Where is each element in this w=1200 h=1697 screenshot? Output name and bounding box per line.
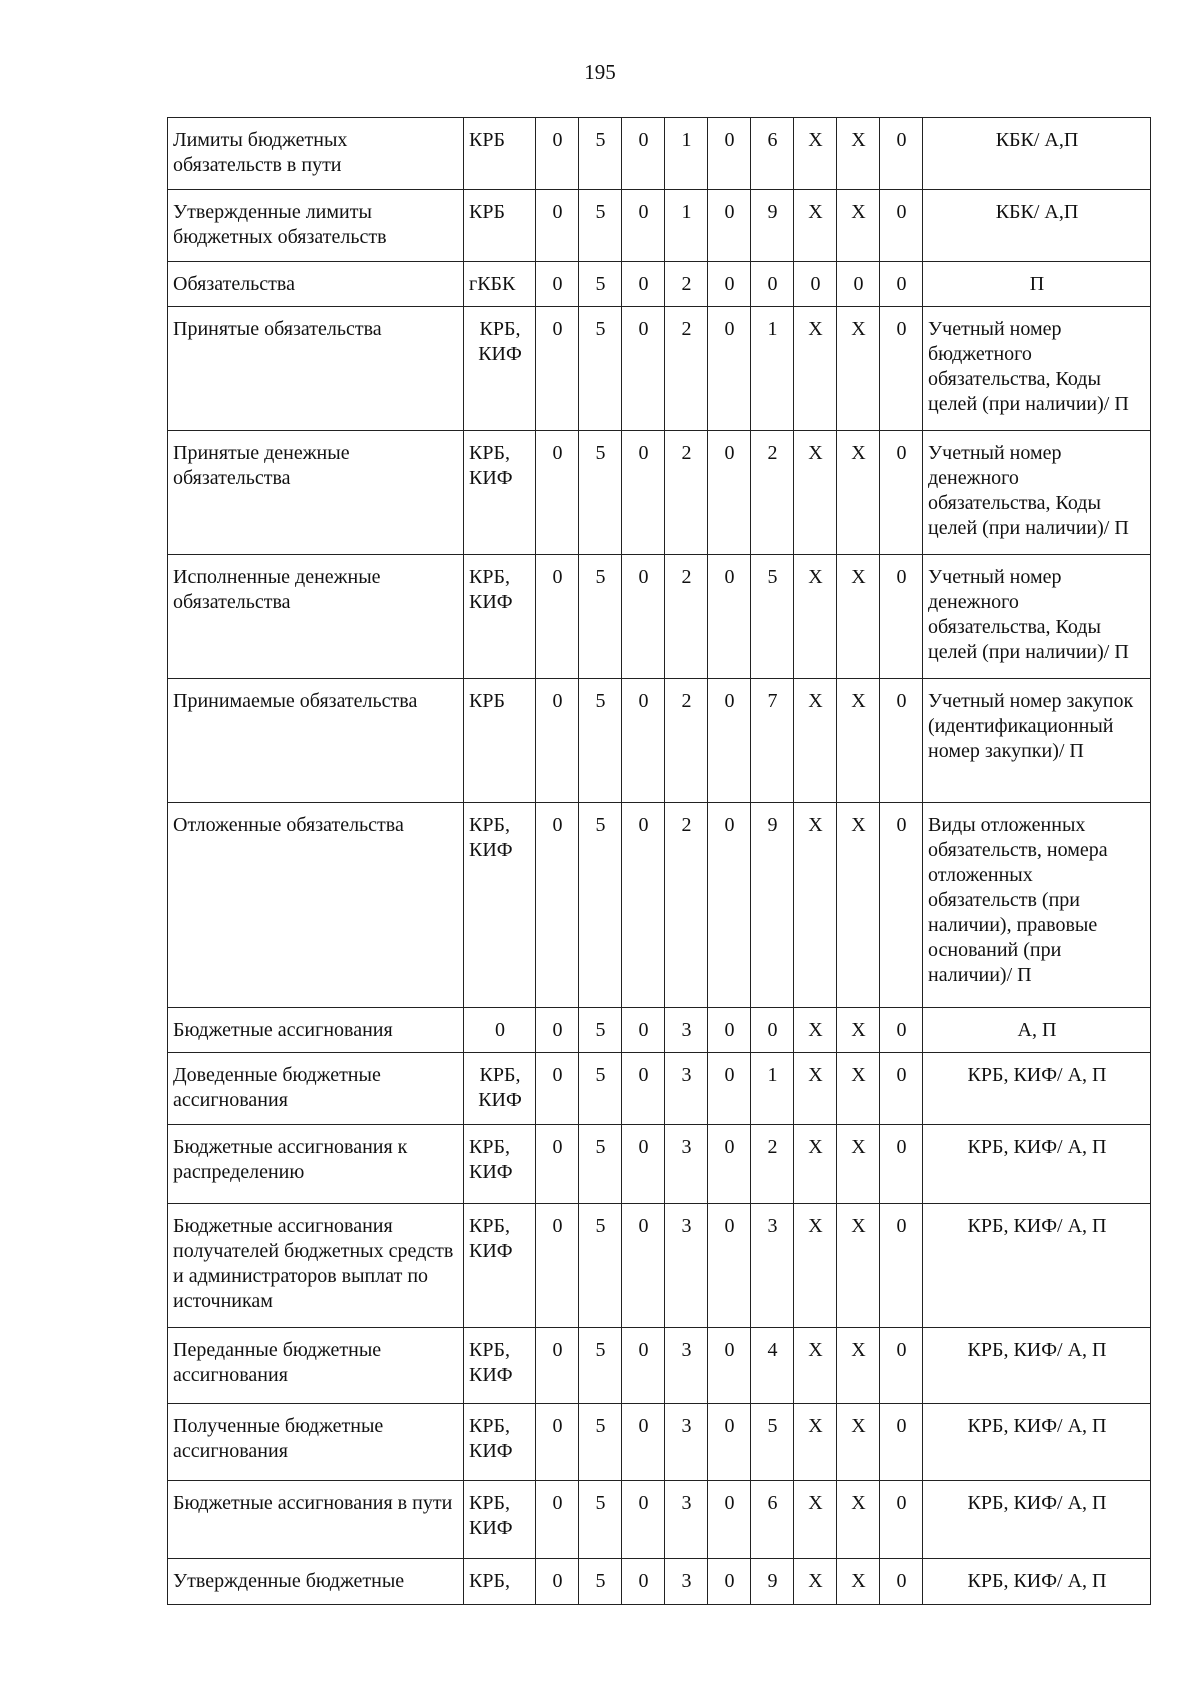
account-digit-2: 5 [579,1204,622,1328]
account-digit-1: 0 [536,307,579,431]
account-digit-9: 0 [880,1204,923,1328]
account-digit-5: 0 [708,262,751,307]
account-digit-9: 0 [880,1328,923,1404]
account-digit-6: 7 [751,679,794,803]
account-digit-2: 5 [579,1008,622,1053]
account-digit-1: 0 [536,1053,579,1125]
table-row [168,431,1151,555]
account-digit-1: 0 [536,1204,579,1328]
account-digit-1: 0 [536,555,579,679]
account-digit-3: 0 [622,679,665,803]
account-digit-6: 2 [751,431,794,555]
account-digit-7: X [794,118,837,190]
account-digit-5: 0 [708,307,751,431]
account-digit-2: 5 [579,118,622,190]
account-digit-1: 0 [536,431,579,555]
account-digit-8: X [837,1404,880,1481]
budget-code: КРБ, КИФ [464,1125,536,1204]
account-digit-2: 5 [579,190,622,262]
account-digit-8: X [837,307,880,431]
account-digit-4: 2 [665,262,708,307]
account-name: Полученные бюджетные ассигнования [168,1404,464,1481]
account-digit-2: 5 [579,1481,622,1559]
budget-code: КРБ, КИФ [464,803,536,1008]
account-digit-7: X [794,1559,837,1605]
account-digit-9: 0 [880,679,923,803]
account-digit-3: 0 [622,431,665,555]
table-row [168,1404,1151,1481]
account-digit-6: 0 [751,262,794,307]
account-digit-1: 0 [536,1559,579,1605]
budget-code: гКБК [464,262,536,307]
analytics-code: Учетный номер денежного обязательства, Коды целей (при наличии)/ П [923,431,1151,555]
account-digit-5: 0 [708,679,751,803]
account-digit-6: 6 [751,118,794,190]
analytics-code: Виды отложенных обязательств, номера отложенных обязательств (при наличии), правовые оснований (при наличии)/ П [923,803,1151,1008]
account-digit-8: X [837,431,880,555]
account-name: Переданные бюджетные ассигнования [168,1328,464,1404]
accounts-table [167,117,1151,1605]
account-digit-9: 0 [880,118,923,190]
account-digit-5: 0 [708,1328,751,1404]
account-digit-6: 6 [751,1481,794,1559]
analytics-code: А, П [923,1008,1151,1053]
account-digit-9: 0 [880,1053,923,1125]
account-digit-6: 5 [751,555,794,679]
account-digit-3: 0 [622,1204,665,1328]
account-digit-3: 0 [622,118,665,190]
account-digit-4: 3 [665,1559,708,1605]
account-digit-2: 5 [579,1125,622,1204]
account-digit-3: 0 [622,262,665,307]
budget-code: КРБ [464,190,536,262]
budget-code: 0 [464,1008,536,1053]
account-digit-1: 0 [536,262,579,307]
account-digit-7: X [794,1204,837,1328]
account-digit-3: 0 [622,307,665,431]
account-digit-3: 0 [622,1481,665,1559]
account-digit-6: 2 [751,1125,794,1204]
account-digit-6: 9 [751,803,794,1008]
account-digit-9: 0 [880,1125,923,1204]
table-row [168,262,1151,307]
account-name: Принятые денежные обязательства [168,431,464,555]
analytics-code: КРБ, КИФ/ А, П [923,1204,1151,1328]
account-digit-2: 5 [579,803,622,1008]
account-digit-1: 0 [536,679,579,803]
table-body [168,118,1151,1605]
analytics-code: КРБ, КИФ/ А, П [923,1559,1151,1605]
account-digit-9: 0 [880,262,923,307]
account-digit-5: 0 [708,1053,751,1125]
account-digit-7: X [794,679,837,803]
account-digit-7: X [794,1053,837,1125]
table-row [168,555,1151,679]
account-digit-7: X [794,1328,837,1404]
account-digit-6: 1 [751,1053,794,1125]
account-digit-8: 0 [837,262,880,307]
account-digit-8: X [837,1559,880,1605]
account-digit-5: 0 [708,190,751,262]
table-row [168,1559,1151,1605]
account-digit-6: 3 [751,1204,794,1328]
table-row [168,1053,1151,1125]
account-digit-8: X [837,190,880,262]
account-digit-4: 3 [665,1125,708,1204]
account-name: Исполненные денежные обязательства [168,555,464,679]
table-row [168,307,1151,431]
account-digit-8: X [837,1204,880,1328]
analytics-code: КРБ, КИФ/ А, П [923,1125,1151,1204]
budget-code: КРБ, КИФ [464,307,536,431]
analytics-code: КБК/ А,П [923,190,1151,262]
account-digit-2: 5 [579,679,622,803]
account-digit-7: X [794,1481,837,1559]
account-digit-7: X [794,803,837,1008]
account-digit-7: X [794,1008,837,1053]
account-digit-1: 0 [536,1404,579,1481]
account-digit-6: 4 [751,1328,794,1404]
account-digit-4: 2 [665,307,708,431]
account-digit-8: X [837,1008,880,1053]
account-digit-5: 0 [708,1559,751,1605]
account-digit-6: 5 [751,1404,794,1481]
account-digit-8: X [837,555,880,679]
table-row [168,803,1151,1008]
account-name: Бюджетные ассигнования получателей бюджетных средств и администраторов выплат по источникам [168,1204,464,1328]
account-name: Бюджетные ассигнования [168,1008,464,1053]
account-digit-8: X [837,1053,880,1125]
account-name: Обязательства [168,262,464,307]
analytics-code: КРБ, КИФ/ А, П [923,1328,1151,1404]
account-digit-3: 0 [622,803,665,1008]
budget-code: КРБ, КИФ [464,1328,536,1404]
budget-code: КРБ, КИФ [464,1481,536,1559]
account-digit-4: 2 [665,555,708,679]
account-digit-7: X [794,1404,837,1481]
account-digit-5: 0 [708,118,751,190]
account-digit-4: 2 [665,803,708,1008]
account-digit-3: 0 [622,1404,665,1481]
budget-code: КРБ, КИФ [464,555,536,679]
account-name: Бюджетные ассигнования к распределению [168,1125,464,1204]
account-digit-9: 0 [880,1481,923,1559]
analytics-code: Учетный номер закупок (идентификационный номер закупки)/ П [923,679,1151,803]
account-digit-6: 1 [751,307,794,431]
table-row [168,1125,1151,1204]
account-name: Утвержденные бюджетные [168,1559,464,1605]
account-digit-9: 0 [880,803,923,1008]
account-digit-4: 3 [665,1481,708,1559]
account-digit-9: 0 [880,1404,923,1481]
budget-code: КРБ, КИФ [464,1204,536,1328]
account-digit-1: 0 [536,118,579,190]
analytics-code: Учетный номер бюджетного обязательства, Коды целей (при наличии)/ П [923,307,1151,431]
account-digit-3: 0 [622,190,665,262]
account-name: Бюджетные ассигнования в пути [168,1481,464,1559]
account-digit-2: 5 [579,1559,622,1605]
table-row [168,1008,1151,1053]
account-digit-5: 0 [708,1008,751,1053]
account-name: Доведенные бюджетные ассигнования [168,1053,464,1125]
account-digit-8: X [837,1125,880,1204]
account-digit-3: 0 [622,1008,665,1053]
account-digit-2: 5 [579,1404,622,1481]
account-digit-6: 0 [751,1008,794,1053]
account-digit-5: 0 [708,555,751,679]
account-digit-3: 0 [622,1053,665,1125]
account-digit-3: 0 [622,1559,665,1605]
account-name: Утвержденные лимиты бюджетных обязательств [168,190,464,262]
account-digit-6: 9 [751,1559,794,1605]
account-digit-9: 0 [880,431,923,555]
account-digit-4: 2 [665,431,708,555]
account-name: Лимиты бюджетных обязательств в пути [168,118,464,190]
account-digit-1: 0 [536,1481,579,1559]
table-row [168,679,1151,803]
account-digit-7: X [794,190,837,262]
account-digit-5: 0 [708,1481,751,1559]
account-digit-3: 0 [622,1125,665,1204]
table-row [168,190,1151,262]
analytics-code: Учетный номер денежного обязательства, Коды целей (при наличии)/ П [923,555,1151,679]
account-digit-8: X [837,803,880,1008]
account-digit-9: 0 [880,307,923,431]
analytics-code: КРБ, КИФ/ А, П [923,1053,1151,1125]
table-row [168,1204,1151,1328]
account-digit-2: 5 [579,262,622,307]
account-digit-1: 0 [536,190,579,262]
account-digit-2: 5 [579,431,622,555]
budget-code: КРБ, [464,1559,536,1605]
account-digit-8: X [837,679,880,803]
budget-code: КРБ, КИФ [464,1404,536,1481]
account-digit-2: 5 [579,555,622,679]
budget-code: КРБ, КИФ [464,431,536,555]
account-digit-4: 3 [665,1328,708,1404]
account-digit-5: 0 [708,1204,751,1328]
account-digit-9: 0 [880,190,923,262]
account-digit-9: 0 [880,555,923,679]
account-name: Принятые обязательства [168,307,464,431]
analytics-code: КБК/ А,П [923,118,1151,190]
account-digit-7: 0 [794,262,837,307]
account-digit-4: 3 [665,1053,708,1125]
account-digit-1: 0 [536,1008,579,1053]
account-digit-5: 0 [708,803,751,1008]
account-digit-6: 9 [751,190,794,262]
account-digit-5: 0 [708,431,751,555]
analytics-code: КРБ, КИФ/ А, П [923,1481,1151,1559]
budget-code: КРБ [464,679,536,803]
account-digit-2: 5 [579,307,622,431]
account-digit-4: 2 [665,679,708,803]
page-number: 195 [584,60,616,84]
account-digit-8: X [837,118,880,190]
account-digit-4: 3 [665,1404,708,1481]
account-digit-4: 3 [665,1204,708,1328]
account-digit-7: X [794,431,837,555]
account-digit-5: 0 [708,1125,751,1204]
account-digit-3: 0 [622,555,665,679]
account-digit-9: 0 [880,1559,923,1605]
account-digit-8: X [837,1328,880,1404]
account-digit-9: 0 [880,1008,923,1053]
account-digit-4: 3 [665,1008,708,1053]
account-digit-4: 1 [665,190,708,262]
account-digit-7: X [794,307,837,431]
analytics-code: П [923,262,1151,307]
account-digit-2: 5 [579,1053,622,1125]
table-row [168,1481,1151,1559]
account-digit-1: 0 [536,1125,579,1204]
account-name: Отложенные обязательства [168,803,464,1008]
table-row [168,118,1151,190]
account-digit-1: 0 [536,803,579,1008]
budget-code: КРБ, КИФ [464,1053,536,1125]
account-name: Принимаемые обязательства [168,679,464,803]
account-digit-4: 1 [665,118,708,190]
account-digit-7: X [794,1125,837,1204]
account-digit-1: 0 [536,1328,579,1404]
account-digit-8: X [837,1481,880,1559]
budget-code: КРБ [464,118,536,190]
account-digit-7: X [794,555,837,679]
account-digit-3: 0 [622,1328,665,1404]
analytics-code: КРБ, КИФ/ А, П [923,1404,1151,1481]
table-row [168,1328,1151,1404]
account-digit-5: 0 [708,1404,751,1481]
account-digit-2: 5 [579,1328,622,1404]
